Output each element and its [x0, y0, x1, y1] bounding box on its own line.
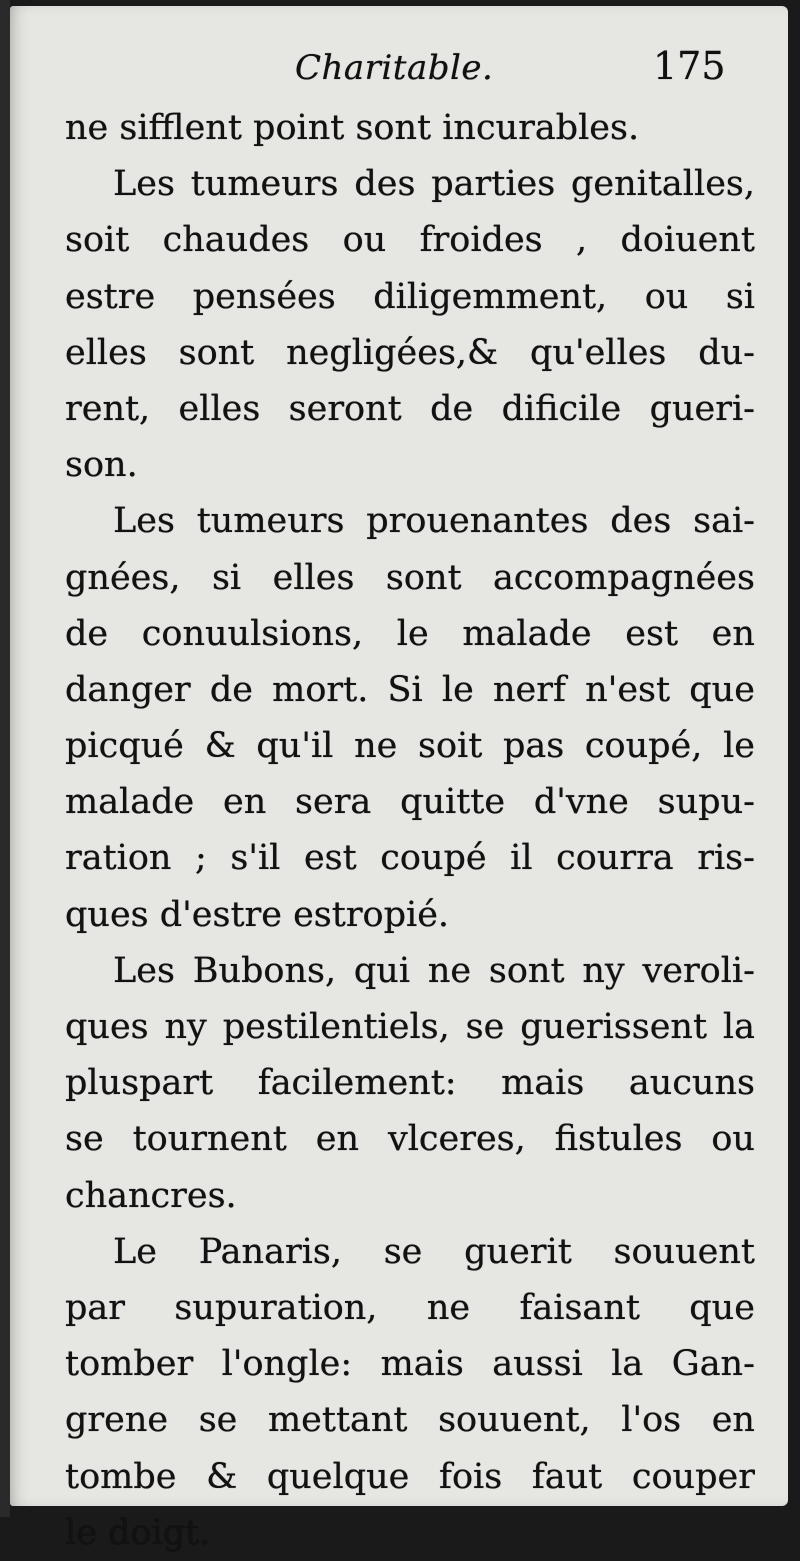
word: le — [723, 726, 755, 767]
word: doiuent — [620, 220, 755, 261]
word: par — [65, 1287, 126, 1328]
word: si — [725, 276, 755, 317]
word: pluspart — [65, 1063, 214, 1104]
word: tumeurs — [190, 164, 339, 205]
word: Panaris, — [198, 1231, 342, 1272]
word: froides — [419, 220, 543, 261]
word: guerit — [464, 1231, 572, 1272]
word: rent, — [65, 388, 151, 429]
word: se — [198, 1400, 238, 1441]
word: la — [722, 1007, 755, 1047]
word: soit — [65, 220, 130, 261]
word: mais — [501, 1063, 585, 1104]
word: supuration, — [174, 1287, 378, 1328]
word: pestilentiels, — [222, 1007, 450, 1047]
word: du- — [698, 332, 755, 373]
word: aucuns — [628, 1063, 755, 1104]
word: Si — [387, 669, 423, 710]
word: des — [610, 501, 672, 542]
word: de — [209, 669, 253, 710]
word: soit — [418, 726, 483, 767]
word: s'il — [230, 838, 281, 879]
word: conuulsions, — [141, 613, 364, 654]
word: qu'elles — [530, 332, 667, 373]
text-line — [65, 493, 755, 549]
word: d'vne — [533, 782, 629, 823]
word: la — [611, 1344, 644, 1385]
word: accompagnées — [493, 557, 755, 598]
word: tomber — [65, 1344, 194, 1385]
word: prouenantes — [366, 501, 589, 542]
word: Les — [113, 164, 175, 205]
word: mettant — [267, 1400, 408, 1441]
word: danger — [65, 669, 191, 710]
word: seront — [288, 388, 402, 429]
word: tombe — [65, 1456, 177, 1497]
text-line — [65, 1280, 755, 1336]
word: , — [575, 220, 588, 261]
word: elles — [65, 332, 147, 373]
word: elles — [272, 557, 355, 598]
word: supu- — [657, 782, 755, 823]
word: ne — [427, 950, 472, 991]
word: mort. — [272, 669, 369, 710]
text-line: ne sifflent point sont incurables. — [65, 108, 640, 148]
word: souuent, — [438, 1400, 591, 1441]
word: elles — [178, 388, 261, 429]
word: ris- — [697, 838, 755, 879]
page-header — [10, 40, 788, 100]
word: si — [211, 557, 242, 598]
word: ne — [354, 726, 398, 767]
text-line — [65, 662, 755, 718]
word: le — [396, 613, 429, 654]
word: sont — [488, 950, 565, 991]
text-line: le doigt. — [65, 1512, 211, 1553]
word: coupé — [380, 838, 487, 879]
text-line — [65, 1336, 755, 1392]
word: Les — [113, 950, 175, 991]
word: ques — [65, 1007, 149, 1047]
word: des — [354, 164, 416, 205]
word: que — [689, 669, 755, 710]
word: & — [206, 1456, 238, 1497]
text-line — [65, 325, 755, 381]
word: aussi — [492, 1344, 583, 1385]
body-text — [65, 100, 755, 1561]
word: parties — [431, 164, 556, 205]
word: en — [711, 613, 755, 654]
text-line — [65, 381, 755, 437]
text-line — [65, 550, 755, 606]
word: est — [303, 838, 357, 879]
word: genitalles, — [571, 164, 755, 205]
word: que — [689, 1287, 755, 1328]
word: sont — [385, 557, 462, 598]
word: nerf — [493, 669, 566, 710]
word: vlceres, — [387, 1119, 526, 1160]
word: guerissent — [520, 1007, 708, 1047]
word: en — [711, 1400, 755, 1441]
word: de — [65, 613, 109, 654]
word: ny — [582, 950, 625, 991]
text-line — [65, 1055, 755, 1111]
text-line — [65, 1224, 755, 1280]
word: diligemment, — [373, 276, 608, 317]
word: fois — [439, 1456, 503, 1497]
word: le — [441, 669, 474, 710]
text-line — [65, 1111, 755, 1167]
text-line: son. — [65, 445, 138, 486]
word: l'ongle: — [221, 1344, 353, 1385]
word: ; — [195, 838, 207, 879]
word: malade — [462, 613, 592, 654]
running-title: Charitable. — [295, 48, 494, 88]
word: en — [315, 1119, 360, 1160]
text-line — [65, 212, 755, 268]
word: & — [204, 726, 236, 767]
word: pas — [503, 726, 565, 767]
text-line — [65, 1392, 755, 1448]
word: ny — [164, 1007, 207, 1047]
word: gnées, — [65, 557, 181, 598]
word: picqué — [65, 726, 184, 767]
word: grene — [65, 1400, 169, 1441]
word: ou — [711, 1119, 755, 1160]
word: qui — [353, 950, 411, 991]
word: sai- — [693, 501, 755, 542]
text-line: chancres. — [65, 1175, 237, 1216]
word: ne — [426, 1287, 471, 1328]
word: Le — [113, 1231, 157, 1272]
word: se — [65, 1119, 104, 1160]
page-number: 175 — [653, 44, 726, 88]
word: negligées,& — [286, 332, 499, 373]
word: estre — [65, 276, 156, 317]
book-binding-shadow — [0, 0, 10, 1517]
word: ou — [342, 220, 387, 261]
text-line — [65, 718, 755, 774]
word: est — [625, 613, 679, 654]
text-line — [65, 606, 755, 662]
word: qu'il — [256, 726, 334, 767]
word: souuent — [613, 1231, 755, 1272]
text-line — [65, 269, 755, 325]
word: Les — [113, 501, 175, 542]
word: dificile — [501, 388, 622, 429]
word: l'os — [621, 1400, 682, 1441]
word: pensées — [192, 276, 336, 317]
word: coupé, — [584, 726, 703, 767]
word: couper — [631, 1456, 755, 1497]
word: facilement: — [257, 1063, 457, 1104]
text-line — [65, 156, 755, 212]
text-line: ques d'estre estropié. — [65, 894, 450, 935]
word: sont — [178, 332, 255, 373]
word: tumeurs — [196, 501, 345, 542]
word: ou — [644, 276, 689, 317]
word: il — [510, 838, 533, 879]
word: courra — [556, 838, 674, 879]
text-line — [65, 999, 755, 1055]
word: quitte — [400, 782, 506, 823]
word: gueri- — [649, 388, 755, 429]
word: mais — [380, 1344, 464, 1385]
word: tournent — [132, 1119, 287, 1160]
word: Gan- — [671, 1344, 755, 1385]
book-page — [10, 6, 788, 1553]
word: malade — [65, 782, 195, 823]
word: n'est — [585, 669, 671, 710]
word: de — [430, 388, 474, 429]
text-line — [65, 774, 755, 830]
word: faisant — [519, 1287, 640, 1328]
word: se — [465, 1007, 505, 1047]
text-line — [65, 1449, 755, 1505]
text-line — [65, 830, 755, 886]
word: sera — [295, 782, 372, 823]
word: veroli- — [642, 950, 755, 991]
word: quelque — [266, 1456, 410, 1497]
word: fistules — [554, 1119, 683, 1160]
word: se — [383, 1231, 423, 1272]
text-line — [65, 943, 755, 999]
word: faut — [531, 1456, 603, 1497]
word: chaudes — [162, 220, 310, 261]
word: ration — [65, 838, 172, 879]
word: en — [223, 782, 267, 823]
word: Bubons, — [192, 950, 337, 991]
